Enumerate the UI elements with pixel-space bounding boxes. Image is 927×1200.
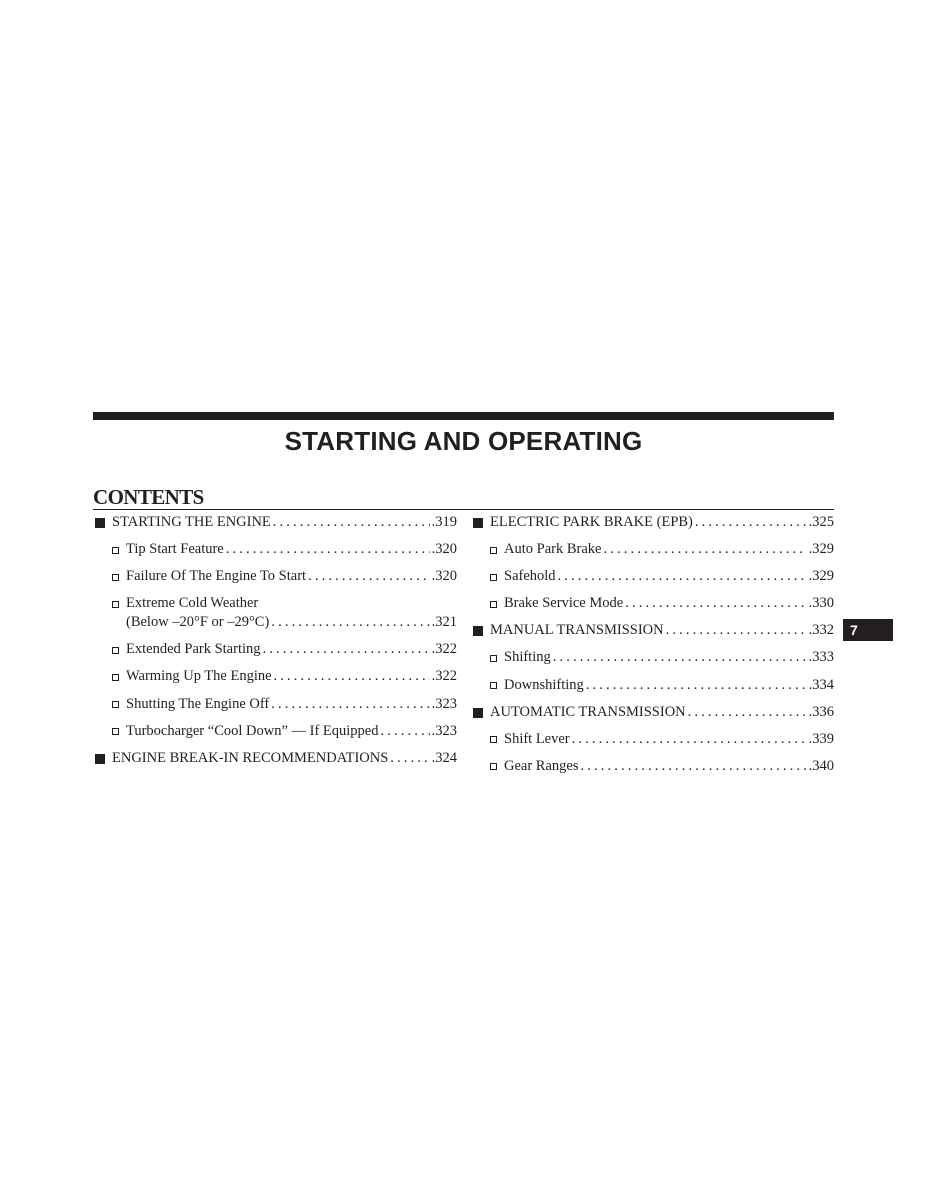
toc-entry[interactable] xyxy=(471,703,834,722)
toc-entry-label: Failure Of The Engine To Start xyxy=(126,568,307,585)
toc-entry-label: STARTING THE ENGINE xyxy=(112,514,271,530)
toc-entry-label: Warming Up The Engine xyxy=(126,668,272,685)
toc-entry-page: .320 xyxy=(431,541,457,558)
toc-entry-page: .322 xyxy=(431,668,457,685)
dot-leader xyxy=(580,757,806,776)
dot-leader xyxy=(390,749,429,768)
toc-entry-label: AUTOMATIC TRANSMISSION xyxy=(490,703,686,720)
toc-entry-page: .324 xyxy=(431,749,457,766)
dot-leader xyxy=(263,640,430,659)
toc-entry-page: .330 xyxy=(808,595,834,612)
toc-entry[interactable] xyxy=(93,722,457,741)
toc-entry-page: .336 xyxy=(808,703,834,720)
toc-entry[interactable] xyxy=(471,540,834,559)
toc-entry-page: .323 xyxy=(431,695,457,712)
dot-leader xyxy=(558,567,807,586)
toc-entry[interactable] xyxy=(93,513,457,532)
toc-entry[interactable] xyxy=(471,730,834,749)
toc-entry[interactable] xyxy=(471,676,834,695)
toc-entry-label: Gear Ranges xyxy=(504,757,579,774)
toc-entry[interactable] xyxy=(93,567,457,586)
dot-leader xyxy=(586,676,807,695)
chapter-title: STARTING AND OPERATING xyxy=(284,426,643,456)
toc-entry-page: .340 xyxy=(808,757,834,774)
toc-entry-page: .333 xyxy=(808,649,834,666)
dot-leader xyxy=(688,703,807,722)
dot-leader xyxy=(226,540,430,559)
toc-entry-label: Shutting The Engine Off xyxy=(126,695,270,712)
toc-entry[interactable] xyxy=(471,594,834,613)
toc-entry-page: .329 xyxy=(808,541,834,558)
toc-entry-label: (Below –20°F or –29°C) xyxy=(126,614,270,631)
dot-leader xyxy=(274,667,430,686)
toc-entry-label: Tip Start Feature xyxy=(126,541,224,558)
toc-entry-page: .329 xyxy=(808,568,834,585)
toc-entry-page: .321 xyxy=(431,614,457,631)
hollow-square-bullet-icon xyxy=(112,547,119,554)
toc-entry[interactable] xyxy=(93,695,457,714)
toc-entry[interactable] xyxy=(93,594,457,632)
contents-column-left xyxy=(93,513,457,776)
toc-entry[interactable] xyxy=(471,648,834,667)
toc-entry[interactable] xyxy=(93,540,457,559)
toc-entry-page: .320 xyxy=(431,568,457,585)
hollow-square-bullet-icon xyxy=(490,601,497,608)
hollow-square-bullet-icon xyxy=(112,728,119,735)
dot-leader xyxy=(695,513,807,532)
toc-entry-label: Brake Service Mode xyxy=(504,595,624,612)
filled-square-bullet-icon xyxy=(473,708,483,718)
dot-leader xyxy=(553,648,807,667)
contents-column-right xyxy=(471,513,834,784)
dot-leader xyxy=(381,722,430,741)
contents-rule xyxy=(93,509,834,510)
toc-entry-page: .323 xyxy=(431,722,457,739)
toc-entry[interactable] xyxy=(471,567,834,586)
toc-entry-label: MANUAL TRANSMISSION xyxy=(490,622,664,639)
hollow-square-bullet-icon xyxy=(490,574,497,581)
toc-entry-label: Downshifting xyxy=(504,676,584,693)
toc-entry-page: .325 xyxy=(808,514,834,530)
toc-entry-label: ENGINE BREAK-IN RECOMMENDATIONS xyxy=(112,749,389,766)
dot-leader xyxy=(271,695,429,714)
toc-entry-label: Shift Lever xyxy=(504,730,570,747)
hollow-square-bullet-icon xyxy=(112,701,119,708)
dot-leader xyxy=(308,567,430,586)
hollow-square-bullet-icon xyxy=(490,655,497,662)
dot-leader xyxy=(603,540,806,559)
toc-entry-label: Extended Park Starting xyxy=(126,641,261,658)
toc-entry-page: .319 xyxy=(431,514,457,530)
toc-entry[interactable] xyxy=(93,640,457,659)
hollow-square-bullet-icon xyxy=(490,547,497,554)
hollow-square-bullet-icon xyxy=(490,763,497,770)
filled-square-bullet-icon xyxy=(95,518,105,528)
toc-entry-label: Safehold xyxy=(504,568,556,585)
contents-heading: CONTENTS xyxy=(93,485,204,509)
toc-entry[interactable] xyxy=(93,749,457,768)
hollow-square-bullet-icon xyxy=(112,601,119,608)
toc-entry[interactable] xyxy=(471,513,834,532)
filled-square-bullet-icon xyxy=(473,518,483,528)
toc-entry-page: .332 xyxy=(808,622,834,639)
hollow-square-bullet-icon xyxy=(490,736,497,743)
dot-leader xyxy=(271,613,429,632)
dot-leader xyxy=(666,621,807,640)
toc-entry[interactable] xyxy=(471,621,834,640)
toc-entry-page: .322 xyxy=(431,641,457,658)
toc-entry-label: Shifting xyxy=(504,649,551,666)
toc-entry-label: Turbocharger “Cool Down” — If Equipped xyxy=(126,722,379,739)
toc-entry[interactable] xyxy=(93,667,457,686)
toc-entry[interactable] xyxy=(471,757,834,776)
toc-entry-label: ELECTRIC PARK BRAKE (EPB) xyxy=(490,514,693,530)
toc-entry-page: .339 xyxy=(808,730,834,747)
toc-entry-label: Auto Park Brake xyxy=(504,541,602,558)
hollow-square-bullet-icon xyxy=(112,574,119,581)
dot-leader xyxy=(572,730,807,749)
chapter-top-rule xyxy=(93,412,834,420)
filled-square-bullet-icon xyxy=(95,754,105,764)
dot-leader xyxy=(273,513,430,532)
filled-square-bullet-icon xyxy=(473,626,483,636)
toc-entry-page: .334 xyxy=(808,676,834,693)
hollow-square-bullet-icon xyxy=(490,682,497,689)
hollow-square-bullet-icon xyxy=(112,674,119,681)
hollow-square-bullet-icon xyxy=(112,647,119,654)
chapter-number-tab: 7 xyxy=(843,619,893,641)
toc-entry-label-line1: Extreme Cold Weather xyxy=(126,595,259,612)
dot-leader xyxy=(625,594,806,613)
